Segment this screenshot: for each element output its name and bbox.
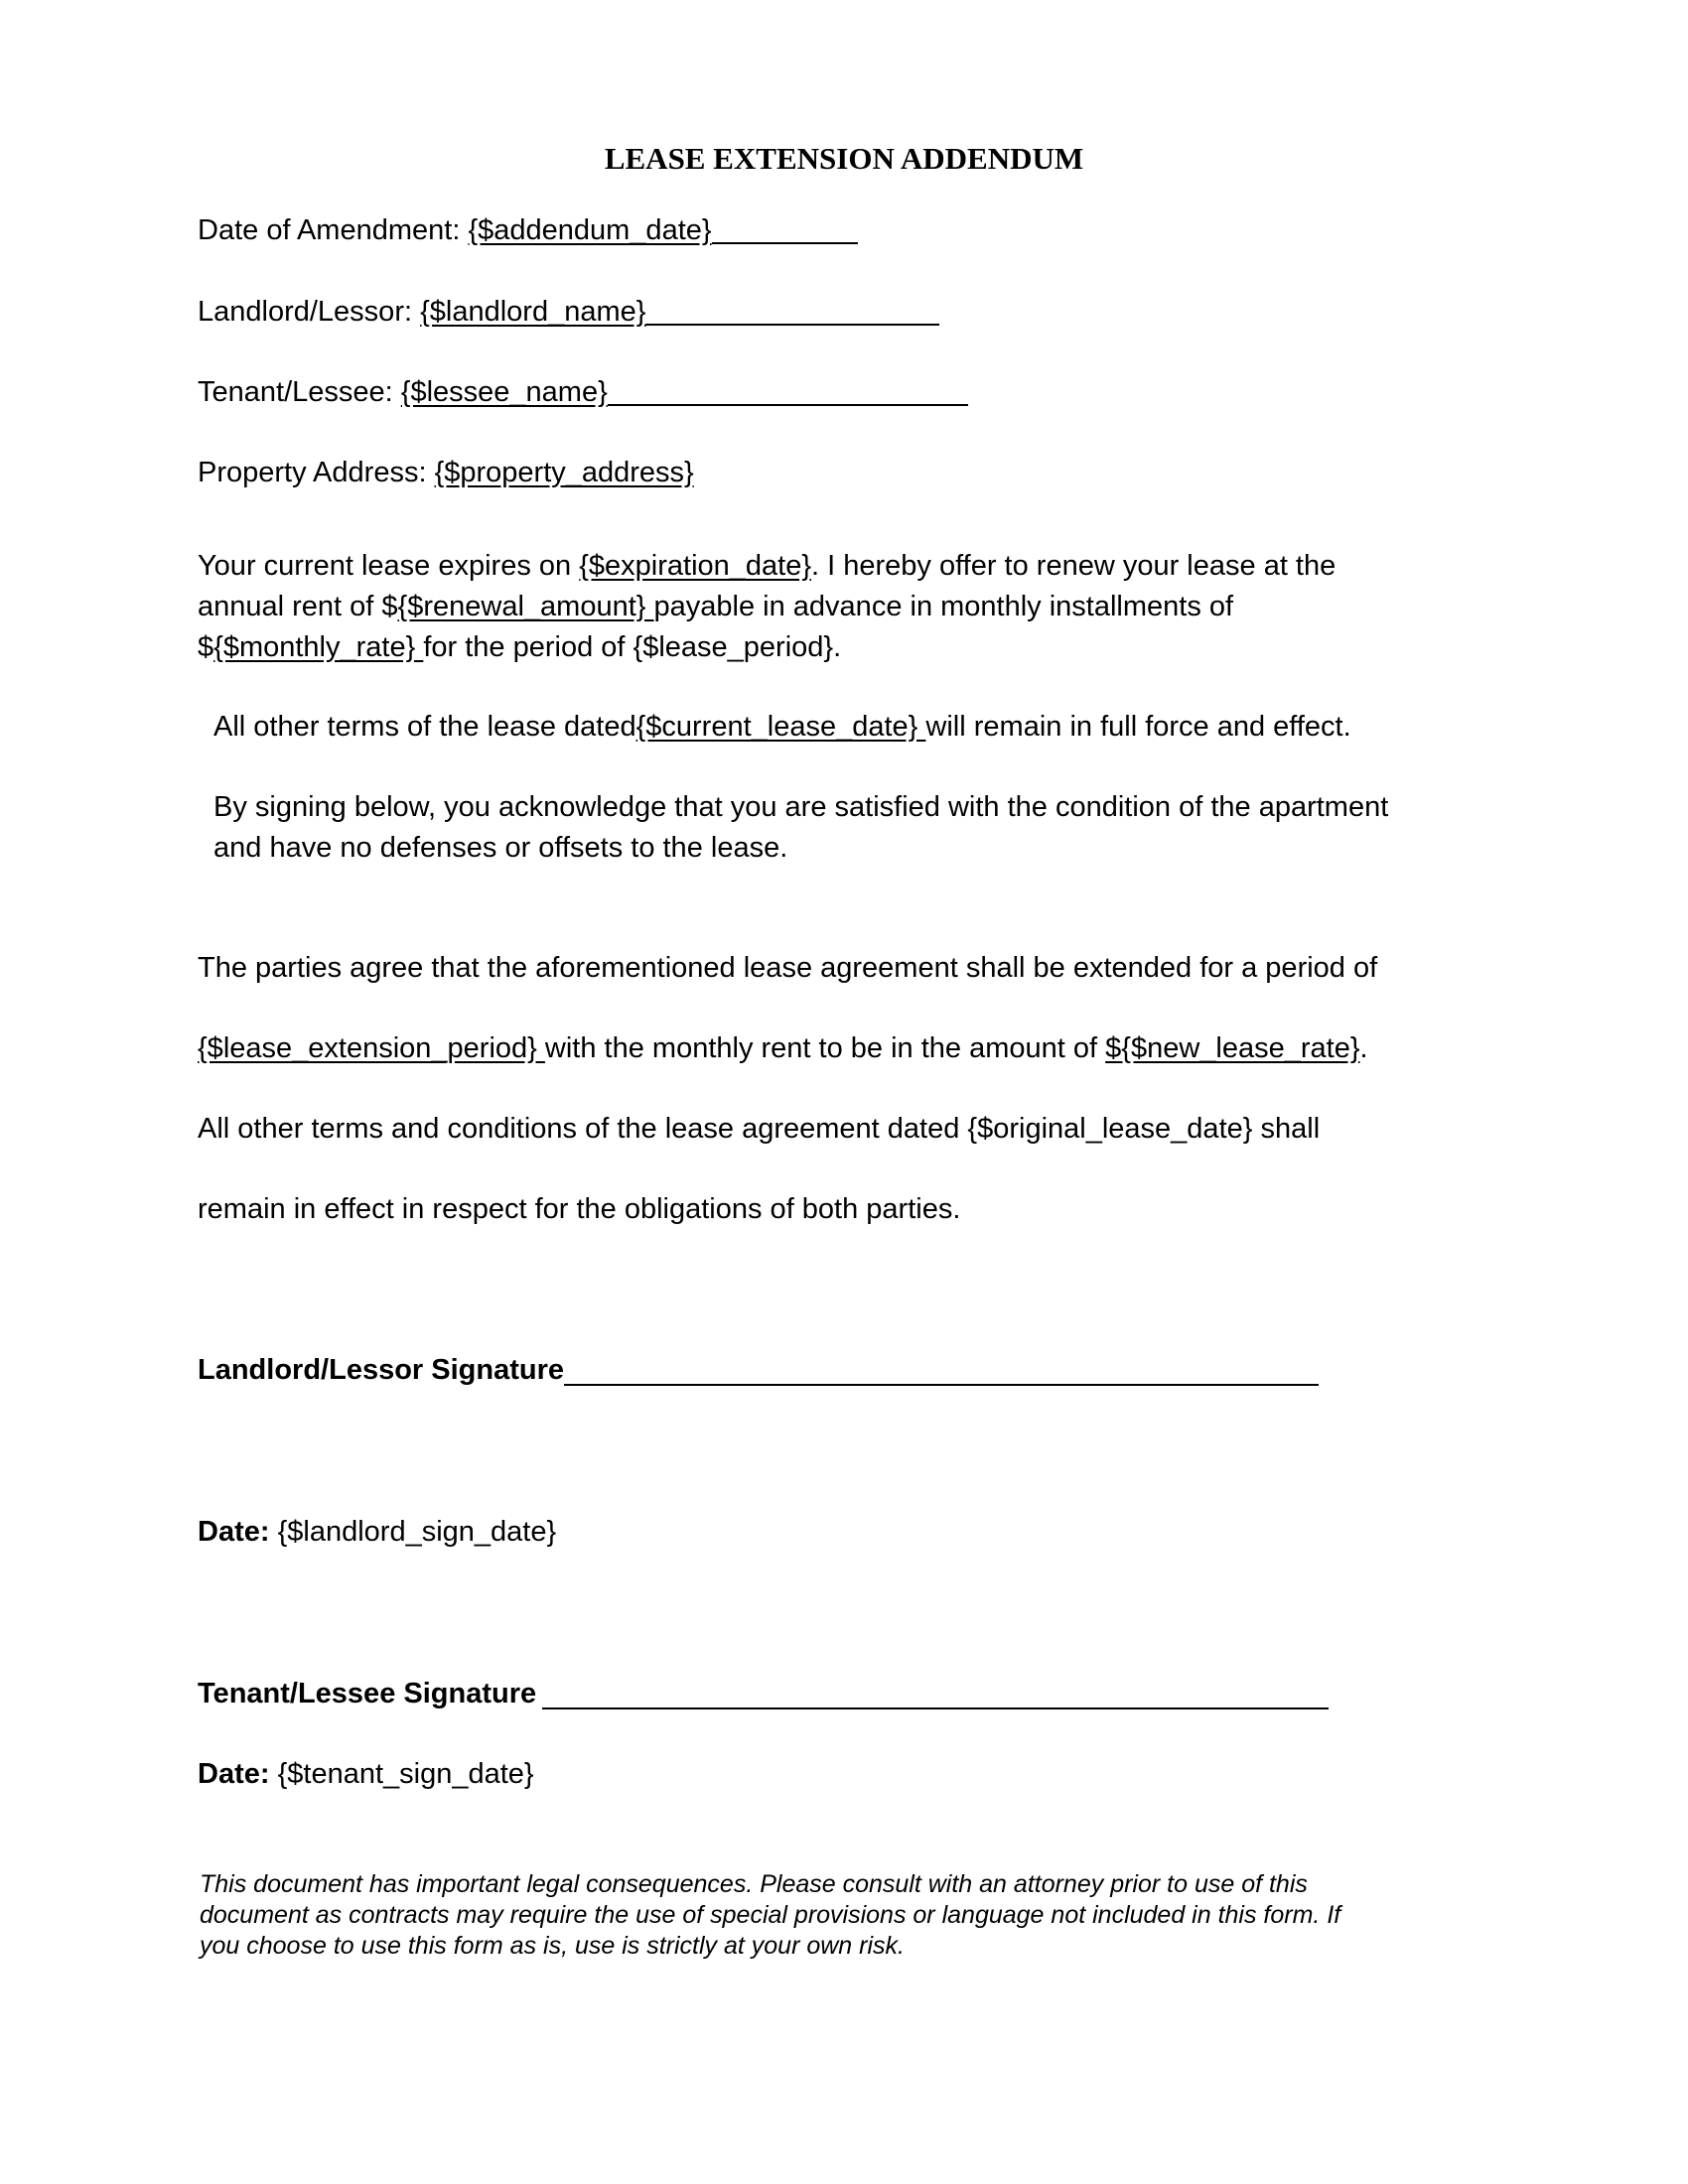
landlord-value: {$landlord_name} <box>420 296 646 328</box>
tenant-date-line <box>198 1756 534 1792</box>
tenant-date-value: {$tenant_sign_date} <box>269 1758 534 1790</box>
acknowledge-line-2: and have no defenses or offsets to the lease. <box>213 832 788 864</box>
property-address-line <box>198 455 694 490</box>
extension-text: with the monthly rent to be in the amount of <box>544 1032 1106 1064</box>
disclaimer-line-2: document as contracts may require the use of special provisions or language not included in this form. If <box>200 1901 1341 1929</box>
tenant-line <box>198 374 968 410</box>
landlord-signature-label: Landlord/Lessor Signature <box>198 1354 564 1386</box>
monthly-rate-value: {$monthly_rate} <box>213 631 424 663</box>
terms-text: All other terms of the lease dated <box>213 711 636 743</box>
property-address-label: Property Address: <box>198 457 435 488</box>
tenant-value: {$lessee_name} <box>400 376 608 408</box>
date-of-amendment-value: {$addendum_date} <box>468 214 712 246</box>
document-title: LEASE EXTENSION ADDENDUM <box>604 141 1084 176</box>
date-of-amendment-line <box>198 212 858 248</box>
date-of-amendment-label: Date of Amendment: <box>198 214 469 246</box>
disclaimer-line-3: you choose to use this form as is, use is strictly at your own risk. <box>200 1932 905 1960</box>
offer-line-3 <box>198 629 841 665</box>
acknowledge-line-1: By signing below, you acknowledge that you are satisfied with the condition of the apartment <box>213 791 1389 823</box>
renewal-amount-value: {$renewal_amount} <box>397 591 654 622</box>
landlord-date-value: {$landlord_sign_date} <box>269 1516 557 1548</box>
tenant-date-label: Date: <box>198 1758 270 1790</box>
offer-text: $ <box>198 631 214 663</box>
current-lease-date-value: {$current_lease_date} <box>635 711 926 743</box>
lease-extension-period-value: {$lease_extension_period} <box>198 1032 545 1064</box>
offer-text: annual rent of $ <box>198 591 398 622</box>
landlord-date-line <box>198 1514 556 1550</box>
expiration-date-value: {$expiration_date} <box>579 550 812 582</box>
offer-line-2 <box>198 589 1233 624</box>
offer-text: . I hereby offer to renew your lease at the <box>811 550 1336 582</box>
tenant-signature-label: Tenant/Lessee Signature <box>198 1678 537 1709</box>
extension-line-4: remain in effect in respect for the obligations of both parties. <box>198 1193 961 1225</box>
landlord-date-label: Date: <box>198 1516 270 1548</box>
terms-text: will remain in full force and effect. <box>925 711 1351 743</box>
offer-text: Your current lease expires on <box>198 550 580 582</box>
offer-text: payable in advance in monthly installments of <box>653 591 1234 622</box>
extension-line-2 <box>198 1030 1368 1066</box>
landlord-blank-line <box>645 323 939 326</box>
tenant-signature-field[interactable] <box>542 1707 1329 1709</box>
new-lease-rate-value: ${$new_lease_rate} <box>1105 1032 1360 1064</box>
date-blank-line <box>712 241 858 244</box>
offer-text: for the period of {$lease_period}. <box>423 631 842 663</box>
extension-line-1: The parties agree that the aforementioned lease agreement shall be extended for a period of <box>198 952 1378 984</box>
landlord-signature-field[interactable] <box>564 1384 1319 1386</box>
offer-line-1 <box>198 548 1336 584</box>
tenant-blank-line <box>608 403 968 406</box>
extension-text: . <box>1359 1032 1368 1064</box>
terms-line <box>213 709 1351 745</box>
landlord-line <box>198 294 939 330</box>
tenant-label: Tenant/Lessee: <box>198 376 401 408</box>
property-address-value: {$property_address} <box>434 457 694 488</box>
landlord-label: Landlord/Lessor: <box>198 296 421 328</box>
disclaimer-line-1: This document has important legal consequences. Please consult with an attorney prior to use of this <box>200 1870 1308 1898</box>
extension-line-3: All other terms and conditions of the lease agreement dated {$original_lease_date} shall <box>198 1113 1321 1145</box>
